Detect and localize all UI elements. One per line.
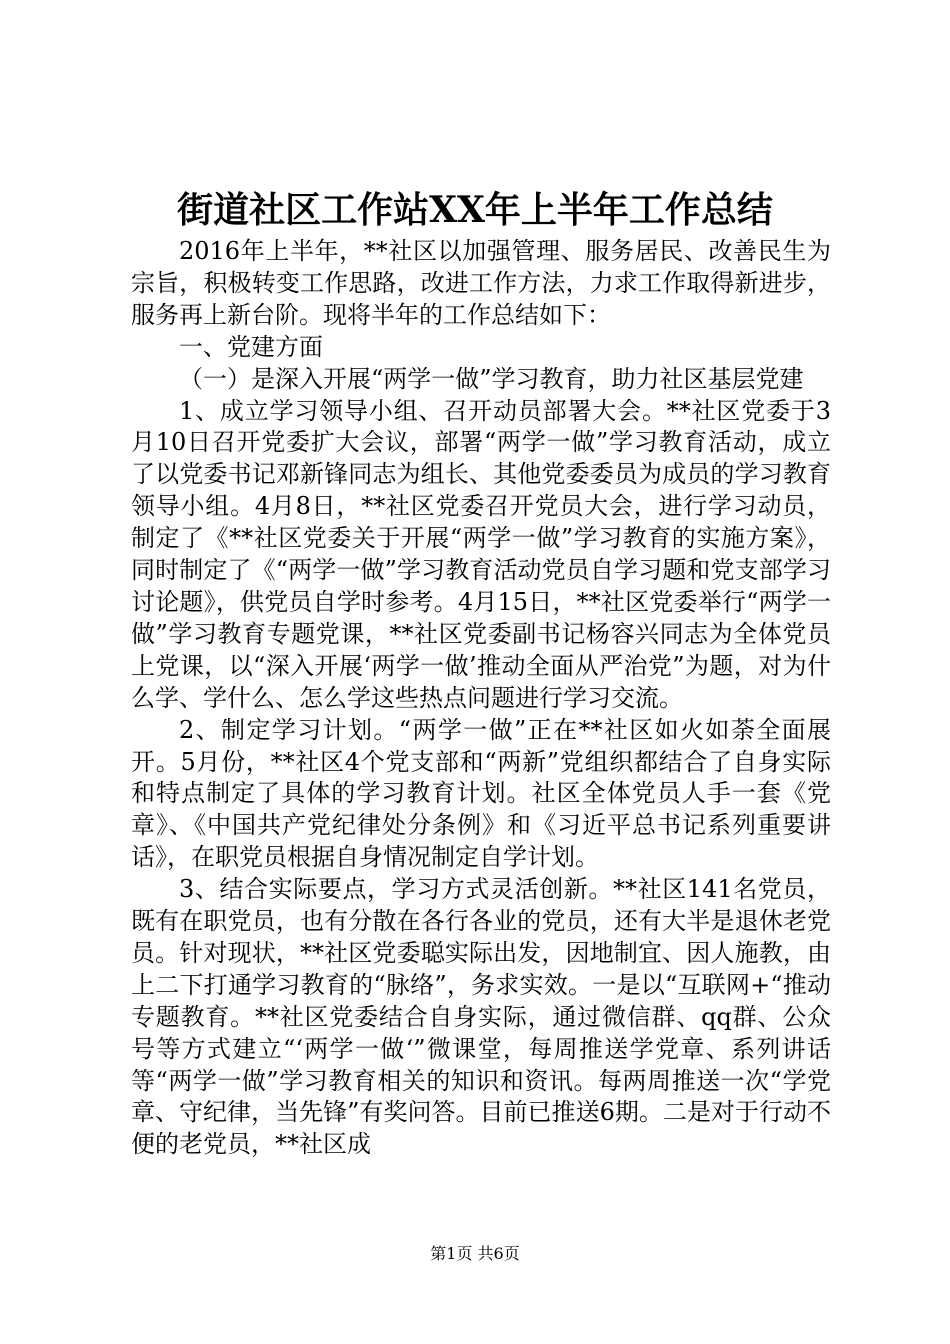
document-title: 街道社区工作站XX年上半年工作总结 bbox=[177, 189, 773, 231]
page-number-footer: 第1页 共6页 bbox=[430, 1244, 520, 1263]
paragraph-intro: 2016年上半年，**社区以加强管理、服务居民、改善民生为宗旨，积极转变工作思路，改进工作方法，力求工作取得新进步，服务再上新台阶。现将半年的工作总结如下： bbox=[131, 237, 831, 329]
paragraph-item-3: 3、结合实际要点，学习方式灵活创新。**社区141名党员，既有在职党员，也有分散在各行各业的党员，还有大半是退休老党员。针对现状，**社区党委聪实际出发，因地制宜、因人施教，由上二下打通学习教育的“脉络”，务求实效。一是以“互联网+“推动专题教育。**社区党委结合自身实际，通过微信群、qq群、公众号等方式建立“‘两学一做‘”微课堂，每周推送学党章、系列讲话等“两学一做”学习教育相关的知识和资讯。每两周推送一次“学党章、守纪律，当先锋”有奖问答。目前已推送6期。二是对于行动不便的老党员，**社区成 bbox=[131, 875, 831, 1159]
document-body bbox=[131, 236, 831, 1161]
paragraph-item-1: 1、成立学习领导小组、召开动员部署大会。**社区党委于3月10日召开党委扩大会议，部署“两学一做”学习教育活动，成立了以党委书记邓新锋同志为组长、其他党委委员为成员的学习教育领导小组。4月8日，**社区党委召开党员大会，进行学习动员，制定了《**社区党委关于开展“两学一做”学习教育的实施方案》，同时制定了《“两学一做”学习教育活动党员自学习题和党支部学习讨论题》，供党员自学时参考。4月15日，**社区党委举行“两学一做”学习教育专题党课，**社区党委副书记杨容兴同志为全体党员上党课，以“深入开展‘两学一做’推动全面从严治党”为题，对为什么学、学什么、怎么学这些热点问题进行学习交流。 bbox=[131, 396, 831, 712]
subsection-heading: （一）是深入开展“两学一做”学习教育，助力社区基层党建 bbox=[179, 364, 804, 393]
paragraph-item-2: 2、制定学习计划。“两学一做”正在**社区如火如荼全面展开。5月份，**社区4个党支部和“两新”党组织都结合了自身实际和特点制定了具体的学习教育计划。社区全体党员人手一套《党章》、《中国共产党纪律处分条例》和《习近平总书记系列重要讲话》，在职党员根据自身情况制定自学计划。 bbox=[131, 715, 831, 872]
section-heading-party-building: 一、党建方面 bbox=[179, 332, 323, 361]
